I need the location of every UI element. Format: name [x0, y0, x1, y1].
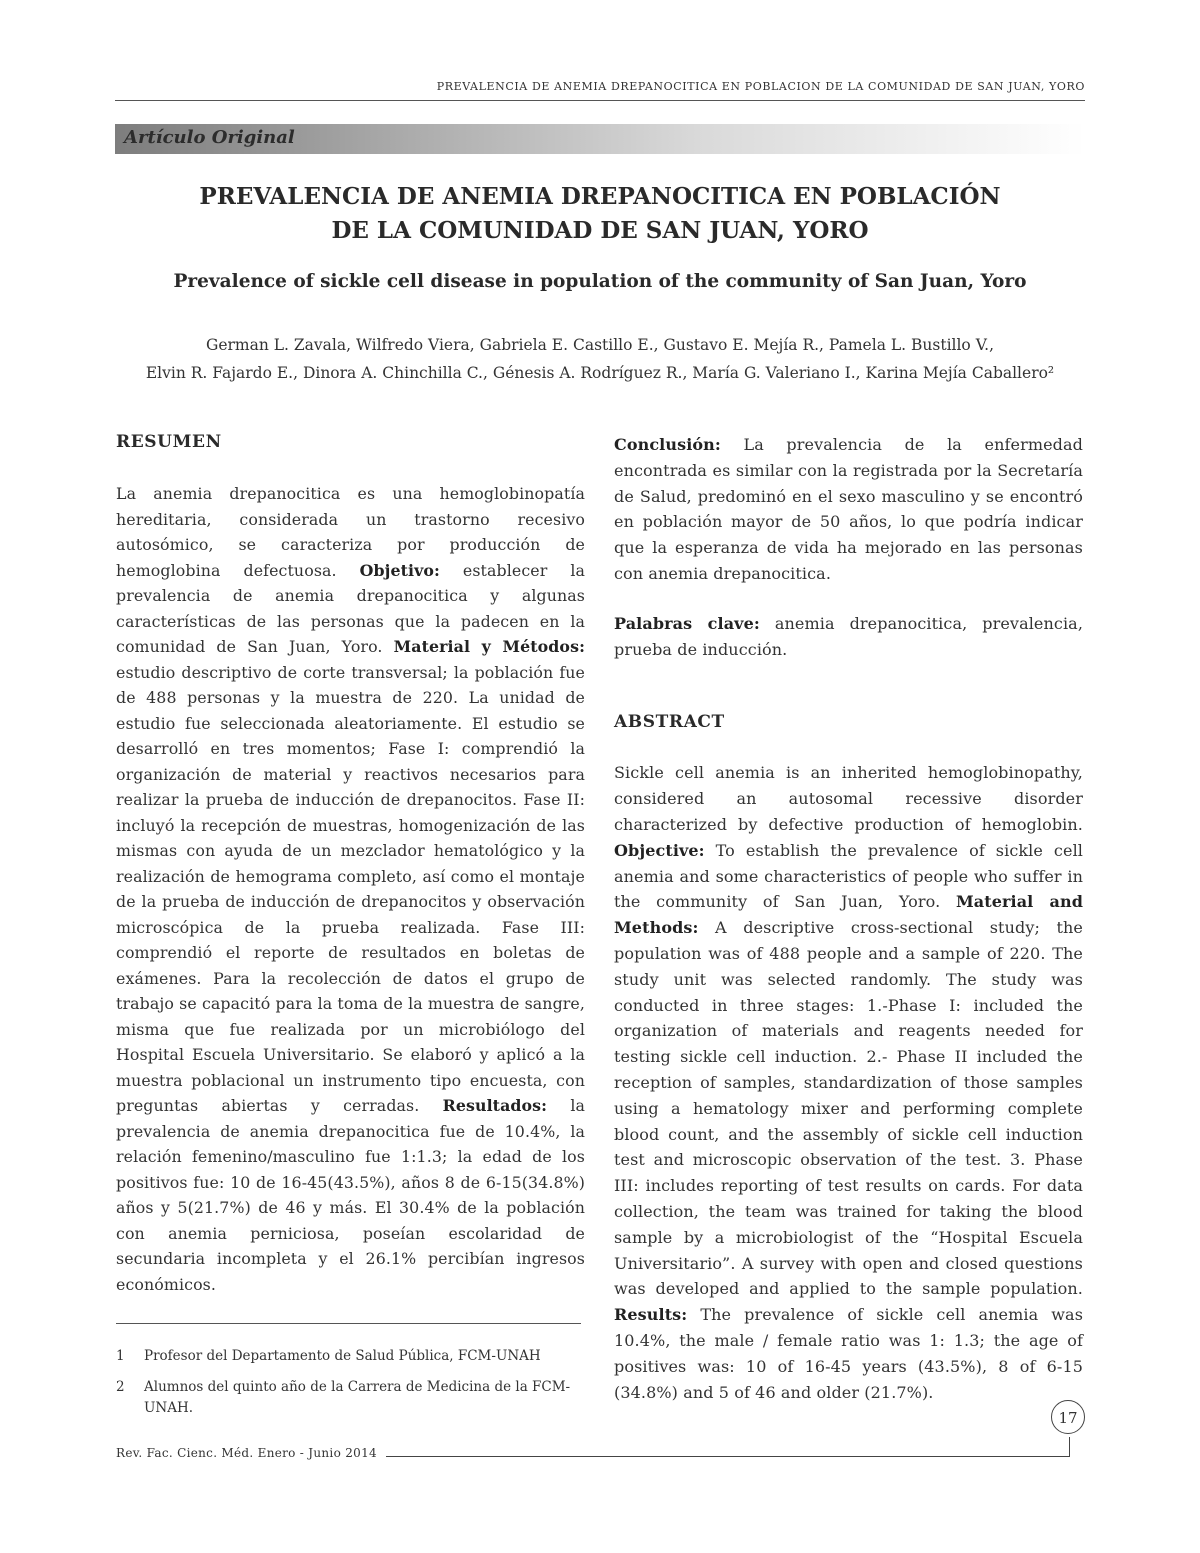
authors-line-1: German L. Zavala, Wilfredo Viera, Gabriela E. Castillo E., Gustavo E. Mejía R., Pamela L. Bustillo V.,: [205, 336, 995, 354]
article-type-label: Artículo Original: [124, 127, 295, 148]
metodos-label: Material y Métodos:: [393, 637, 585, 656]
footnote-rule: [116, 1323, 581, 1324]
keywords-paragraph: [614, 611, 1083, 663]
objective-text: To establish the prevalence of sickle cell anemia and some characteristics of people who suffer in the community of San Juan, Yoro.: [614, 840, 1083, 912]
keywords-text: anemia drepanocitica, prevalencia, prueba de inducción.: [614, 613, 1084, 659]
objetivo-text: establecer la prevalencia de anemia drepanocitica y algunas características de las personas que la padecen en la comunidad de San Juan, Yoro.: [116, 560, 585, 656]
resumen-heading: RESUMEN: [116, 432, 222, 452]
resultados-text: la prevalencia de anemia drepanocitica fue de 10.4%, la relación femenino/masculino fue 1:1.3; la edad de los positivos fue: 10 de 16-45(43.5%), años 8 de 6-15(34.8%) años y 5(21.7%) de 46 y más. El 30.4% de la población con anemia perniciosa, poseían escolaridad de secundaria incompleta y el 26.1% percibían ingresos económicos.: [116, 1096, 586, 1294]
journal-citation: Rev. Fac. Cienc. Méd. Enero - Junio 2014: [116, 1446, 377, 1460]
authors-line-2: Elvin R. Fajardo E., Dinora A. Chinchilla C., Génesis A. Rodríguez R., María G. Valeriano I., Karina Mejía Caballero²: [145, 364, 1055, 382]
footnote-number: 1: [116, 1348, 125, 1364]
footer-rule-tick: [1069, 1437, 1070, 1457]
conclusion-label: Conclusión:: [614, 435, 721, 454]
right-column: [614, 432, 1083, 1405]
keywords-label: Palabras clave:: [614, 613, 760, 633]
methods-text: A descriptive cross-sectional study; the population was of 488 people and a sample of 220. The study unit was selected randomly. The study was conducted in three stages: 1.-Phase I: included the organization of materials and reagents needed for testing sickle cell induction. 2.- Phase II included the reception of samples, standardization of those samples using a hematology mixer and performing complete blood count, and the assembly of sickle cell induction test and microscopic observation of the test. 3. Phase III: includes reporting of test results on cards. For data collection, the team was trained for taking the blood sample by a microbiologist of the “Hospital Escuela Universitario”. A survey with open and closed questions was developed and applied to the sample population.: [614, 918, 1083, 1299]
abstract-heading: ABSTRACT: [614, 712, 725, 733]
resumen-paragraph: [116, 481, 585, 1297]
footnote-text: Profesor del Departamento de Salud Pública, FCM-UNAH: [144, 1348, 541, 1364]
objective-label: Objective:: [614, 840, 705, 860]
footnote-number: 2: [116, 1379, 125, 1395]
results-text: The prevalence of sickle cell anemia was 10.4%, the male / female ratio was 1: 1.3; the age of positives was: 10 of 16-45 years (43.5%), 8 of 6-15 (34.8%) and 5 of 46 and older (21.7%).: [614, 1305, 1083, 1402]
abstract-paragraph: [614, 760, 1083, 1405]
left-column: [116, 432, 585, 1297]
title-line-2: DE LA COMUNIDAD DE SAN JUAN, YORO: [331, 217, 869, 244]
header-rule: [115, 100, 1085, 101]
methods-label: Material and Methods:: [614, 892, 1083, 938]
running-head: PREVALENCIA DE ANEMIA DREPANOCITICA EN POBLACION DE LA COMUNIDAD DE SAN JUAN, YORO: [436, 80, 1085, 93]
footer-rule: [386, 1456, 1070, 1457]
author-list: [100, 331, 1100, 387]
abstract-intro: Sickle cell anemia is an inherited hemoglobinopathy, considered an autosomal recessive disorder characterized by defective production of hemoglobin.: [614, 763, 1083, 834]
resumen-intro: La anemia drepanocitica es una hemoglobinopatía hereditaria, considerada un trastorno recesivo autosómico, se caracteriza por producción de hemoglobina defectuosa.: [116, 484, 585, 580]
resultados-label: Resultados:: [442, 1096, 548, 1115]
footnote-text: Alumnos del quinto año de la Carrera de Medicina de la FCM-UNAH.: [144, 1379, 571, 1416]
article-subtitle: Prevalence of sickle cell disease in population of the community of San Juan, Yoro: [173, 271, 1027, 292]
footnote-2: [116, 1377, 581, 1419]
footnote-1: [116, 1346, 581, 1367]
conclusion-text: La prevalencia de la enfermedad encontrada es similar con la registrada por la Secretaría de Salud, predominó en el sexo masculino y se encontró en población mayor de 50 años, lo que podría indicar que la esperanza de vida ha mejorado en las personas con anemia drepanocitica.: [614, 435, 1083, 583]
article-type-band: [115, 124, 1085, 154]
article-title: [100, 180, 1100, 248]
results-label: Results:: [614, 1305, 688, 1325]
objetivo-label: Objetivo:: [359, 560, 440, 580]
metodos-text: estudio descriptivo de corte transversal; la población fue de 488 personas y la muestra de 220. La unidad de estudio fue seleccionada aleatoriamente. El estudio se desarrolló en tres momentos; Fase I: comprendió la organización de material y reactivos necesarios para realizar la prueba de inducción de drepanocitos. Fase II: incluyó la recepción de muestras, homogenización de las mismas con ayuda de un mezclador hematológico y la realización de hemograma completo, así como el montaje de la prueba de inducción de drepanocitos y observación microscópica de la prueba realizada. Fase III: comprendió el reporte de resultados en boletas de exámenes. Para la recolección de datos el grupo de trabajo se capacitó para la toma de la muestra de sangre, misma que fue realizada por un microbiólogo del Hospital Escuela Universitario. Se elaboró y aplicó a la muestra poblacional un instrumento tipo encuesta, con preguntas abiertas y cerradas.: [116, 662, 585, 1115]
conclusion-paragraph: [614, 432, 1083, 587]
page-number: 17: [1051, 1400, 1085, 1434]
title-line-1: PREVALENCIA DE ANEMIA DREPANOCITICA EN POBLACIÓN: [199, 183, 1001, 210]
